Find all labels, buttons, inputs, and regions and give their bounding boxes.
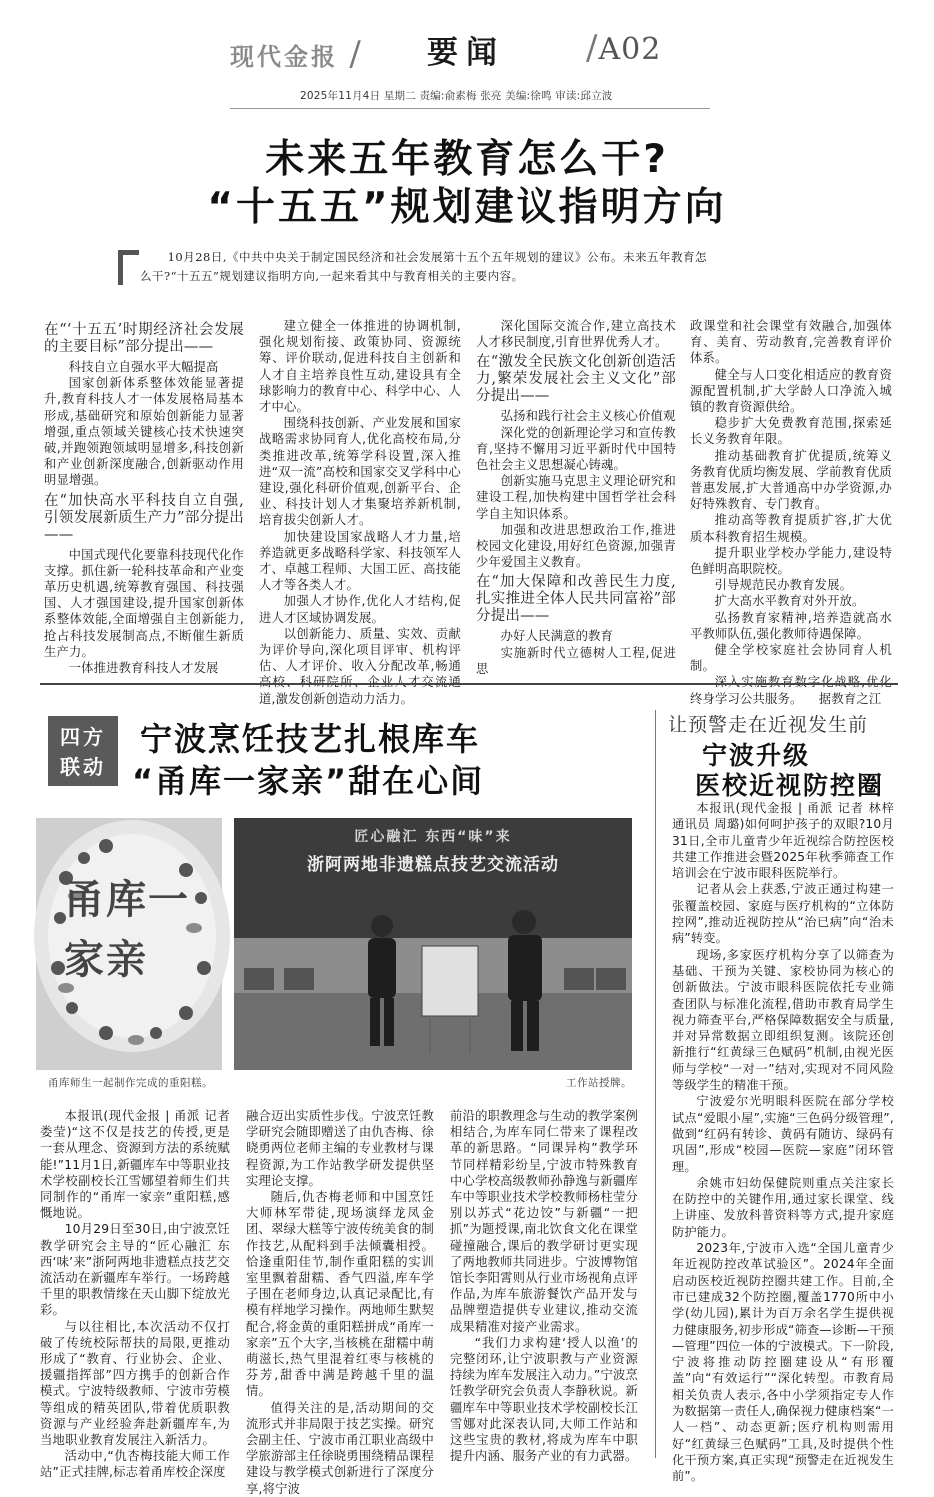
- paragraph: “我们力求构建‘授人以渔’的完整闭环,让宁波职教与产业资源持续为库车发展注入动力。”宁波烹饪教学研究会负责人李静秋说。新疆库车中等职业技术学校副校长江雪娜对此深表认同,大师工作站和这些宝贵的教材,将成为库车中职提升内涵、服务产业的有力武器。: [450, 1335, 638, 1464]
- paragraph: 本报讯(现代金报 | 甬派 记者 娄莹)“这不仅是技艺的传授,更是一套从理念、资源到方法的系统赋能!”11月1日,新疆库车中等职业技术学校副校长江雪娜望着师生们共同制作的“甬库一家亲”重阳糕,感慨地说。: [40, 1109, 235, 1221]
- article2-col2: [246, 1108, 434, 1496]
- paragraph: 扩大高水平教育对外开放。: [714, 594, 865, 609]
- article1-col3: [476, 318, 676, 676]
- paragraph: 随后,仇杏梅老师和中国烹饪大师林军带徒,现场演绎龙凤金团、翠绿大糕等宁波传统美食的制作技艺,从配料到手法倾囊相授。恰逢重阳佳节,制作重阳糕的实训室里飘着甜糯、香气四溢,库车学子围在老师身边,认真记录配比,有模有样地学习操作。两地师生默契配合,将金黄的重阳糕拼成“甬库一家亲”五个大字,当核桃在甜糯中萌萌滋长,热气里混着红枣与核桃的芬芳,甜香中满是跨越千里的温情。: [246, 1190, 434, 1399]
- paragraph: 记者从会上获悉,宁波正通过构建一张覆盖校园、家庭与医疗机构的“立体防控网”,推动近视防控从“治已病”向“治未病”转变。: [672, 882, 894, 946]
- masthead-meta: 2025年11月4日 星期二 责编:俞素梅 张亮 美编:徐鸣 审读:邱立波: [300, 90, 613, 102]
- paragraph: 健全与人口变化相适应的教育资源配置机制,扩大学龄人口净流入城镇的教育资源供给。: [690, 367, 892, 415]
- lead-bracket: [118, 250, 139, 285]
- article2-title-line1: 宁波烹饪技艺扎根库车: [140, 720, 481, 758]
- paragraph: 现场,多家医疗机构分享了以筛查为基础、干预为关键、家校协同为核心的创新做法。宁波市眼科医院依托专业筛查团队与标准化流程,借助市教育局学生视力筛查平台,严格保障数据安全与质量,并对异常数据立即组织复测。该院还创新推行“红黄绿三色赋码”机制,由视光医师与学校“一对一”结对,实现对不同风险等级学生的精准干预。: [672, 947, 894, 1093]
- sifang-liandong-tag: 四方 联动: [48, 716, 118, 786]
- section-subheading: 在“加快高水平科技自立自强,引领发展新质生产力”部分提出——: [44, 492, 244, 543]
- paragraph: 科技自立自强水平大幅提高: [68, 360, 219, 374]
- article2-col3: [450, 1108, 638, 1464]
- paragraph: 融合迈出实质性步伐。宁波烹饪教学研究会随即赠送了由仇杏梅、徐晓勇两位老师主编的专业教材与课程资源,为工作站教学研发提供坚实理论支撑。: [246, 1109, 434, 1188]
- paragraph: 健全学校家庭社会协同育人机制。: [690, 643, 892, 674]
- paragraph: 提升职业学校办学能力,建设特色鲜明高职院校。: [690, 545, 892, 577]
- paragraph: 10月29日至30日,由宁波烹饪教学研究会主导的“匠心融汇 东西‘味’来”浙阿两地非遗糕点技艺交流活动在新疆库车举行。一场跨越千里的职教情缘在天山脚下绽放光彩。: [40, 1222, 230, 1318]
- article1-col2: [259, 318, 461, 706]
- article1-title-line2: “十五五”规划建议指明方向: [207, 185, 727, 230]
- article2-title-line2: “甬库一家亲”甜在心间: [132, 762, 485, 800]
- article1-col4: [690, 318, 892, 706]
- cake-photo: [36, 818, 222, 1070]
- paragraph: 中国式现代化要靠科技现代化作支撑。抓住新一轮科技革命和产业变革历史机遇,统筹教育强国、科技强国、人才强国建设,提升国家创新体系整体效能,全面增强自主创新能力,抢占科技发展制高点,不断催生新质生产力。: [44, 547, 244, 659]
- paragraph: 实施新时代立德树人工程,促进思: [476, 645, 676, 676]
- paragraph: 宁波爱尔光明眼科医院在部分学校试点“爱眼小屋”,实施“三色码分级管理”,做到“红码有转诊、黄码有随访、绿码有巩固”,形成“校园—医院—家庭”闭环管理。: [672, 1094, 894, 1174]
- article3-title-line1: 宁波升级: [702, 741, 811, 770]
- masthead-section: 要闻: [427, 35, 505, 71]
- paragraph: 国家创新体系整体效能显著提升,教育科技人才一体发展格局基本形成,基础研究和原始创新能力显著增强,重点领域关键核心技术快速突破,并跑领跑领域明显增多,科技创新和产业创新深度融合,创新驱动作用明显增强。: [44, 376, 244, 488]
- paragraph: 与以往相比,本次活动不仅打破了传统校际帮扶的局限,更推动形成了“教育、行业协会、企业、援疆指挥部”四方携手的创新合作模式。宁波特级教师、宁波市劳模等组成的精英团队,带着优质职教资源与产业经验奔赴新疆库车,为当地职业教育发展注入新活力。: [40, 1319, 230, 1448]
- masthead-page: /A02: [586, 28, 662, 68]
- paragraph: 加强人才协作,优化人才结构,促进人才区域协调发展。: [259, 594, 461, 625]
- paragraph: 一体推进教育科技人才发展: [68, 661, 219, 676]
- paragraph: 活动中,“仇杏梅技能大师工作站”正式挂牌,标志着甬库校企深度: [40, 1449, 230, 1480]
- paragraph: 余姚市妇幼保健院则重点关注家长在防控中的关键作用,通过家长课堂、线上讲座、发放科普资料等方式,提升家庭防护能力。: [672, 1175, 894, 1239]
- article1-lead: 10月28日,《中共中央关于制定国民经济和社会发展第十五个五年规划的建议》公布。未来五年教育怎 么干?“十五五”规划建议指明方向,一起来看其中与教育相关的主要内容。: [140, 250, 708, 283]
- article2-col1: [40, 1108, 235, 1480]
- paragraph: 创新实施马克思主义理论研究和建设工程,加快构建中国哲学社会科学自主知识体系。: [476, 474, 676, 521]
- masthead-rule: [230, 108, 710, 109]
- paragraph: 值得关注的是,活动期间的交流形式并非局限于技艺实操。研究会副主任、宁波市甬江职业高级中学旅游部主任徐晓勇围绕精品课程建设与教学模式创新进行了深度分享,将宁波: [246, 1400, 434, 1496]
- banner-line2: 浙阿两地非遗糕点技艺交流活动: [307, 855, 559, 875]
- paragraph: 弘扬教育家精神,培养造就高水平教师队伍,强化教师待遇保障。: [690, 610, 892, 641]
- article1-col1: [44, 318, 244, 676]
- paragraph: 深化国际交流合作,建立高技术人才移民制度,引育世界优秀人才。: [476, 319, 676, 350]
- paragraph: 围绕科技创新、产业发展和国家战略需求协同育人,优化高校布局,分类推进改革,统筹学科设置,深入推进“双一流”高校和国家交叉学科中心建设,强化科研价值观,创新平台、企业、科技计划人才集聚培养新机制,培育拔尖创新人才。: [259, 416, 461, 528]
- ceremony-photo-caption: 工作站授牌。: [566, 1077, 632, 1089]
- paragraph: 以创新能力、质量、实效、贡献为评价导向,深化项目评审、机构评估、人才评价、收入分配改革,畅通 道,激发创新创造动力活力。: [259, 626, 461, 706]
- paragraph: 建立健全一体推进的协调机制,强化规划衔接、政策协同、资源统筹、评价联动,促进科技自主创新和人才自主培养良性互动,建设具有全球影响力的教育中心、科学中心、人才中心。: [259, 319, 461, 415]
- section-subheading: 在“‘十五五’时期经济社会发展的主要目标”部分提出——: [44, 322, 244, 355]
- paragraph: 引导规范民办教育发展。: [714, 578, 853, 593]
- banner-line1: 匠心融汇 东西“味”来: [354, 829, 512, 845]
- paragraph: 办好人民满意的教育: [500, 629, 614, 644]
- paragraph: 推动高等教育提质扩容,扩大优质本科教育招生规模。: [690, 513, 892, 544]
- section-divider: [40, 683, 898, 685]
- article3-title-line2: 医校近视防控圈: [695, 771, 885, 800]
- column-divider: [655, 710, 656, 1458]
- article1-title-line1: 未来五年教育怎么干?: [265, 137, 669, 182]
- section-subheading: 在“加大保障和改善民生力度,扎实推进全体人民共同富裕”部分提出——: [476, 574, 676, 625]
- article3-kicker: 让预警走在近视发生前: [668, 714, 869, 736]
- paragraph: 本报讯(现代金报 | 甬派 记者 林梓 通讯员 周璐)如何呵护孩子的双眼?10月31日,全市儿童青少年近视综合防控医校共建工作推进会暨2025年秋季筛查工作培训会在宁波市眼科医院举行。: [672, 801, 899, 881]
- paragraph: 深化党的创新理论学习和宣传教育,坚持不懈用习近平新时代中国特色社会主义思想凝心铸魂。: [476, 425, 676, 473]
- article3-body: [672, 800, 899, 1484]
- section-subheading: 在“激发全民族文化创新创造活力,繁荣发展社会主义文化”部分提出——: [476, 354, 676, 405]
- ceremony-photo: [234, 818, 632, 1070]
- paragraph: 弘扬和践行社会主义核心价值观: [500, 409, 676, 424]
- paragraph: 稳步扩大免费教育范围,探索延长义务教育年限。: [690, 416, 892, 447]
- cake-text: 甬库一家亲: [64, 876, 190, 983]
- paragraph: 终身学习公共服务。 据教育之江: [690, 691, 882, 706]
- cake-photo-caption: 甬库师生一起制作完成的重阳糕。: [48, 1077, 213, 1089]
- paragraph: 加强和改进思想政治工作,推进校园文化建设,用好红色资源,加强青少年爱国主义教育。: [476, 522, 676, 570]
- paragraph: 加快建设国家战略人才力量,培养造就更多战略科学家、科技领军人才、卓越工程师、大国工匠、高技能人才等各类人才。: [259, 529, 461, 593]
- paragraph: 前沿的职教理念与生动的教学案例相结合,为库车同仁带来了课程改革的新思路。“同课异构”教学环节同样精彩纷呈,宁波市特殊教育中心学校高级教师孙静逸与新疆库车中等职业技术学校教师杨柱莹分别以苏式“花边饺”与新疆“一把抓”为题授课,南北饮食文化在课堂碰撞融合,课后的教学研讨更实现了两地教师共同进步。宁波博物馆馆长李阳霄则从行业市场视角点评作品,为库车旅游餐饮产品开发与品牌塑造提供专业建议,推动交流成果精准对接产业需求。: [450, 1109, 638, 1334]
- masthead-brand: 现代金报 /: [230, 34, 364, 74]
- paragraph: 2023年,宁波市入选“全国儿童青少年近视防控改革试验区”。2024年全面启动医校近视防控圈共建工作。目前,全市已建成32个防控圈,覆盖1770所中小学(幼儿园),累计为百万余名学生提供视力健康服务,初步形成“筛查—诊断—干预—管理”四位一体的宁波模式。下一阶段,宁波将推动防控圈建设从“有形覆盖”向“有效运行”“深化转型。市教育局相关负责人表示,各中小学须指定专人作为数据第一责任人,确保视力健康档案“一人一档”、动态更新;医疗机构则需用好“红黄绿三色赋码”工具,及时提供个性化干预方案,真正实现“预警走在近视发生前”。: [672, 1241, 894, 1484]
- paragraph: 政课堂和社会课堂有效融合,加强体育、美育、劳动教育,完善教育评价体系。: [690, 319, 892, 366]
- paragraph: 推动基础教育扩优提质,统筹义务教育优质均衡发展、学前教育优质普惠发展,扩大普通高中办学资源,办好特殊教育、专门教育。: [690, 448, 892, 512]
